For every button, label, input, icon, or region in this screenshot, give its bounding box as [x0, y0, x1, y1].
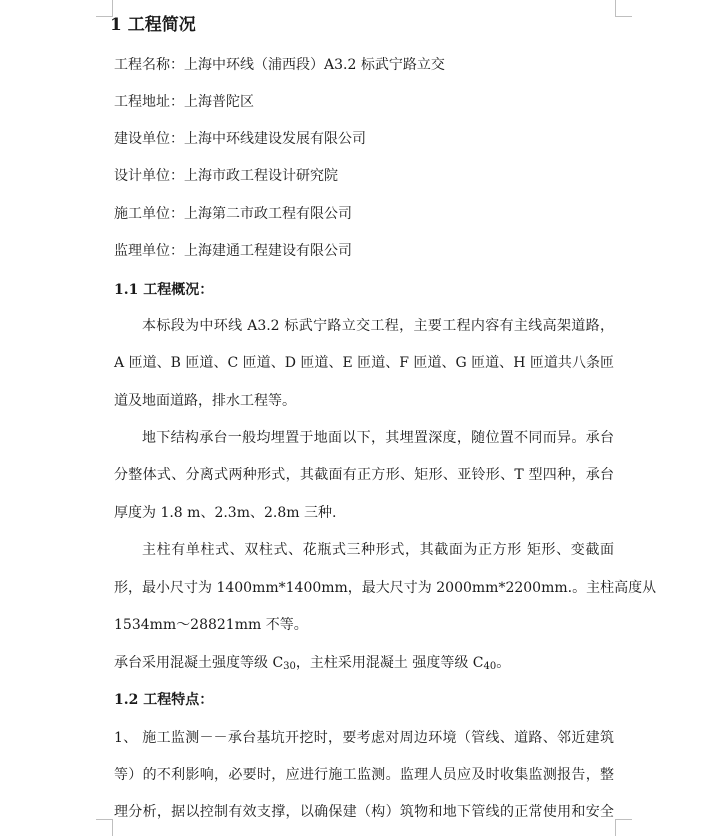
page-corner-mark-bottom-right: [615, 819, 632, 836]
paragraph-line: 1534mm～28821mm 不等。: [114, 617, 308, 633]
paragraph-line: 本标段为中环线 A3.2 标武宁路立交工程，主要工程内容有主线高架道路，: [142, 318, 614, 334]
text-run: ，主柱采用混凝土 强度等级 C: [295, 655, 484, 671]
paragraph-line: A 匝道、B 匝道、C 匝道、D 匝道、E 匝道、F 匝道、G 匝道、H 匝道共八条匝: [114, 355, 614, 371]
paragraph-line: 道及地面道路，排水工程等。: [114, 393, 296, 409]
paragraph-line: 分整体式、分离式两种形式，其截面有正方形、矩形、亚铃形、T 型四种，承台: [114, 467, 614, 483]
project-address: 工程地址：上海普陀区: [114, 94, 254, 110]
heading-1: 1 工程简况: [110, 15, 196, 35]
list-item-line: 理分析，据以控制有效支撑，以确保建（构）筑物和地下管线的正常使用和安全: [114, 804, 614, 820]
supervision-unit: 监理单位：上海建通工程建设有限公司: [114, 243, 352, 259]
text-run: 承台采用混凝土强度等级 C: [114, 655, 284, 671]
list-item-line: 等）的不利影响，必要时，应进行施工监测。监理人员应及时收集监测报告，整: [114, 767, 614, 783]
paragraph-line: 形，最小尺寸为 1400mm*1400mm，最大尺寸为 2000mm*2200mm.。主柱高度从: [114, 580, 657, 596]
paragraph-line: 地下结构承台一般均埋置于地面以下，其埋置深度，随位置不同而异。承台: [142, 430, 614, 446]
heading-1-1: 1.1 工程概况：: [114, 282, 214, 298]
construction-unit: 施工单位：上海第二市政工程有限公司: [114, 206, 352, 222]
design-unit: 设计单位：上海市政工程设计研究院: [114, 168, 338, 184]
project-name: 工程名称：上海中环线（浦西段）A3.2 标武宁路立交: [114, 57, 445, 73]
heading-1-2: 1.2 工程特点：: [114, 692, 214, 708]
text-run: 。: [496, 655, 511, 671]
paragraph-line: 主柱有单柱式、双柱式、花瓶式三种形式，其截面为正方形 矩形、变截面: [142, 542, 614, 558]
builder-unit: 建设单位：上海中环线建设发展有限公司: [114, 131, 366, 147]
subscript: 40: [483, 661, 497, 672]
paragraph-line: 厚度为 1.8 m、2.3m、2.8m 三种.: [114, 505, 337, 521]
concrete-grade-line: [114, 653, 614, 673]
page-corner-mark-top-right: [615, 0, 632, 17]
list-item-line: 1、 施工监测－－承台基坑开挖时，要考虑对周边环境（管线、道路、邻近建筑: [114, 730, 614, 746]
subscript: 30: [283, 661, 296, 672]
page-corner-mark-bottom-left: [96, 819, 113, 836]
